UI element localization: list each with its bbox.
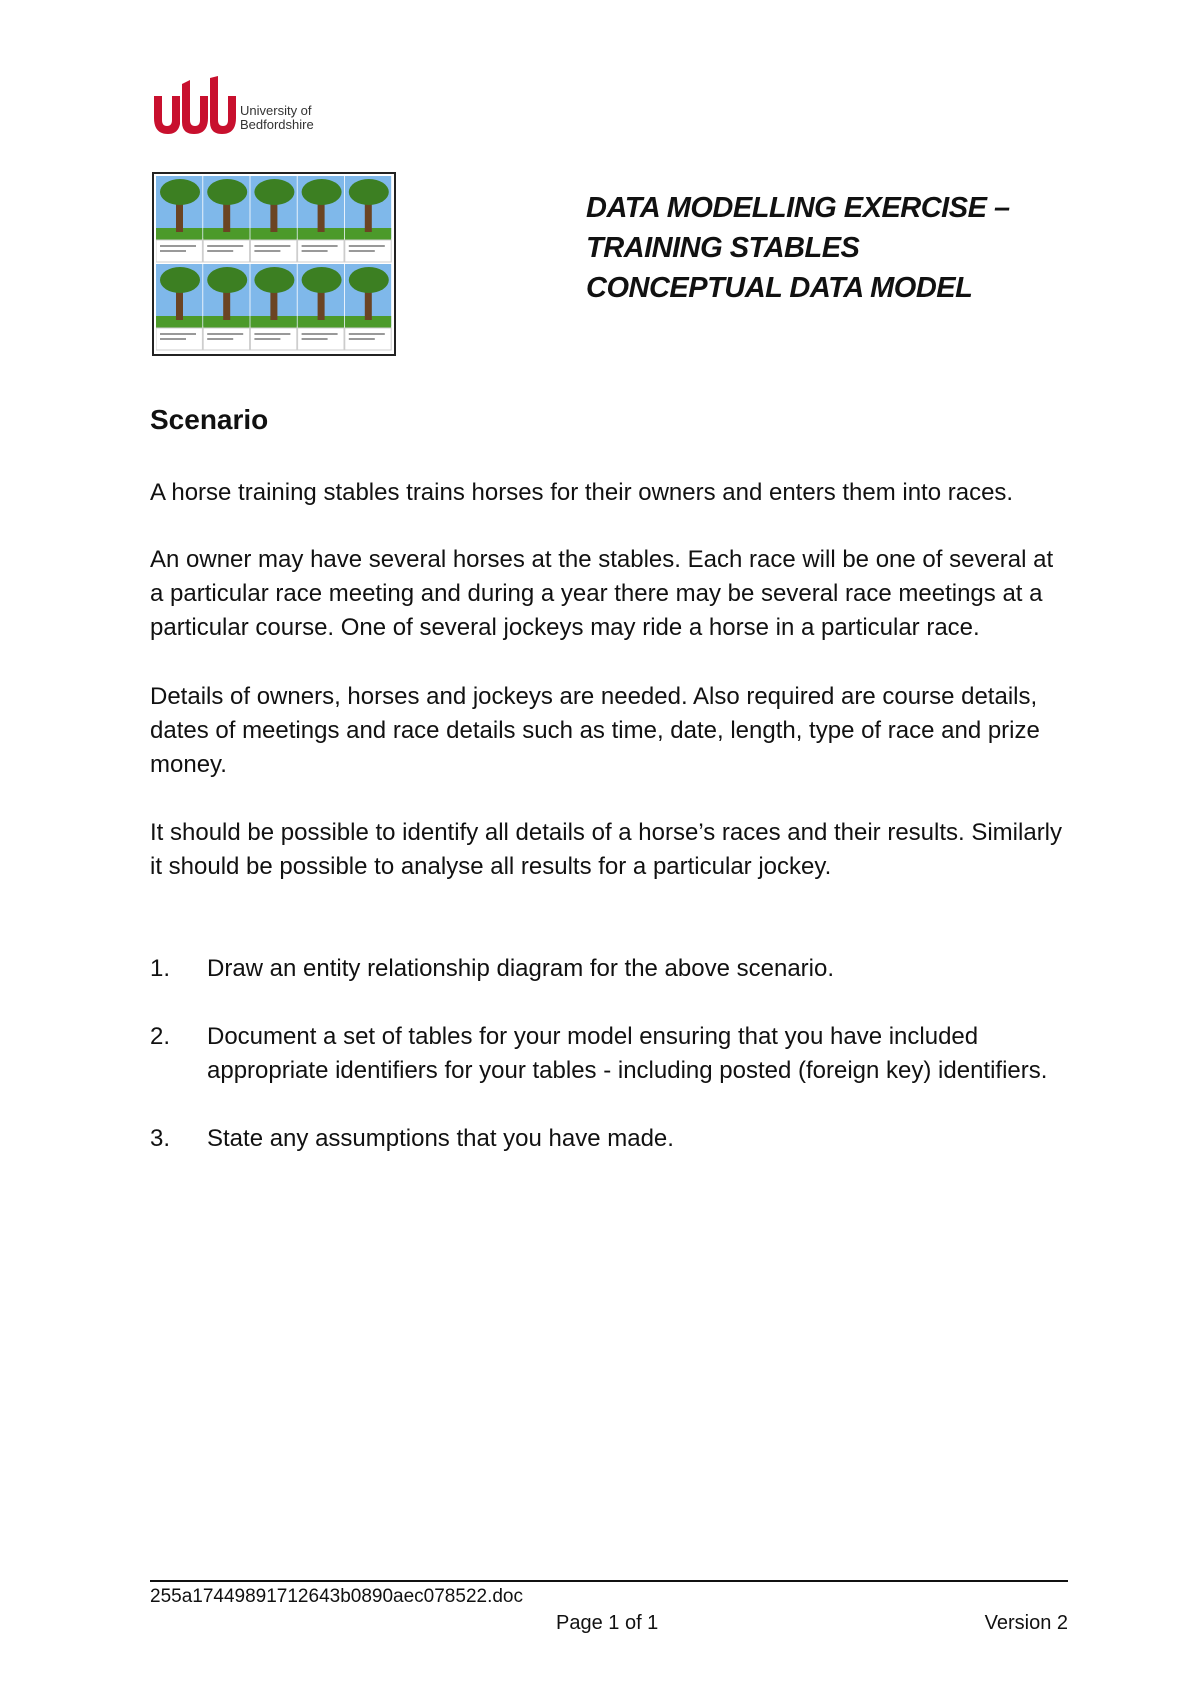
task-text: Draw an entity relationship diagram for the above scenario. — [207, 955, 834, 982]
comic-panel — [203, 176, 249, 262]
comic-panel — [156, 264, 202, 350]
comic-panel — [250, 264, 296, 350]
scenario-paragraph-4: It should be possible to identify all details of a horse’s races and their results. Similarly it should be possible to analyse all results for a particular jockey. — [150, 819, 1063, 880]
footer-page-number: Page 1 of 1 — [556, 1612, 659, 1634]
comic-panel — [203, 264, 249, 350]
comic-panel — [298, 264, 344, 350]
footer-filename: 255a17449891712643b0890aec078522.doc — [150, 1586, 523, 1607]
task-number: 3. — [150, 1125, 171, 1152]
title-line-3: CONCEPTUAL DATA MODEL — [586, 272, 973, 304]
footer-divider — [150, 1580, 1068, 1582]
logo-line-2: Bedfordshire — [240, 117, 314, 132]
tree-swing-cartoon — [152, 172, 396, 356]
scenario-paragraph-1: A horse training stables trains horses for their owners and enters them into races. — [150, 479, 1014, 506]
footer-version: Version 2 — [984, 1612, 1068, 1634]
university-logo — [152, 76, 342, 138]
university-logo-mark-icon — [152, 76, 238, 138]
title-line-1: DATA MODELLING EXERCISE – — [586, 192, 1010, 224]
logo-line-1: University of — [240, 103, 312, 118]
comic-panel — [345, 176, 391, 262]
comic-panel — [156, 176, 202, 262]
task-number: 1. — [150, 955, 171, 982]
scenario-paragraph-3: Details of owners, horses and jockeys are needed. Also required are course details, dates of meetings and race details such as time, date, length, type of race and prize money. — [150, 683, 1040, 778]
title-line-2: TRAINING STABLES — [586, 232, 860, 264]
document-title — [586, 188, 1010, 308]
scenario-paragraph-2: An owner may have several horses at the stables. Each race will be one of several at a particular race meeting and during a year there may be several race meetings at a particular course. One of several jockeys may ride a horse in a particular race. — [150, 546, 1054, 641]
task-text: State any assumptions that you have made. — [207, 1125, 674, 1152]
scenario-heading: Scenario — [150, 404, 269, 435]
comic-panel — [345, 264, 391, 350]
logo-text — [240, 104, 314, 132]
comic-panel — [298, 176, 344, 262]
task-text: Document a set of tables for your model ensuring that you have included appropriate identifiers for your tables - including posted (foreign key) identifiers. — [207, 1023, 1048, 1084]
tree-swing-cartoon-image — [156, 176, 392, 352]
task-number: 2. — [150, 1023, 171, 1050]
comic-panel — [250, 176, 296, 262]
